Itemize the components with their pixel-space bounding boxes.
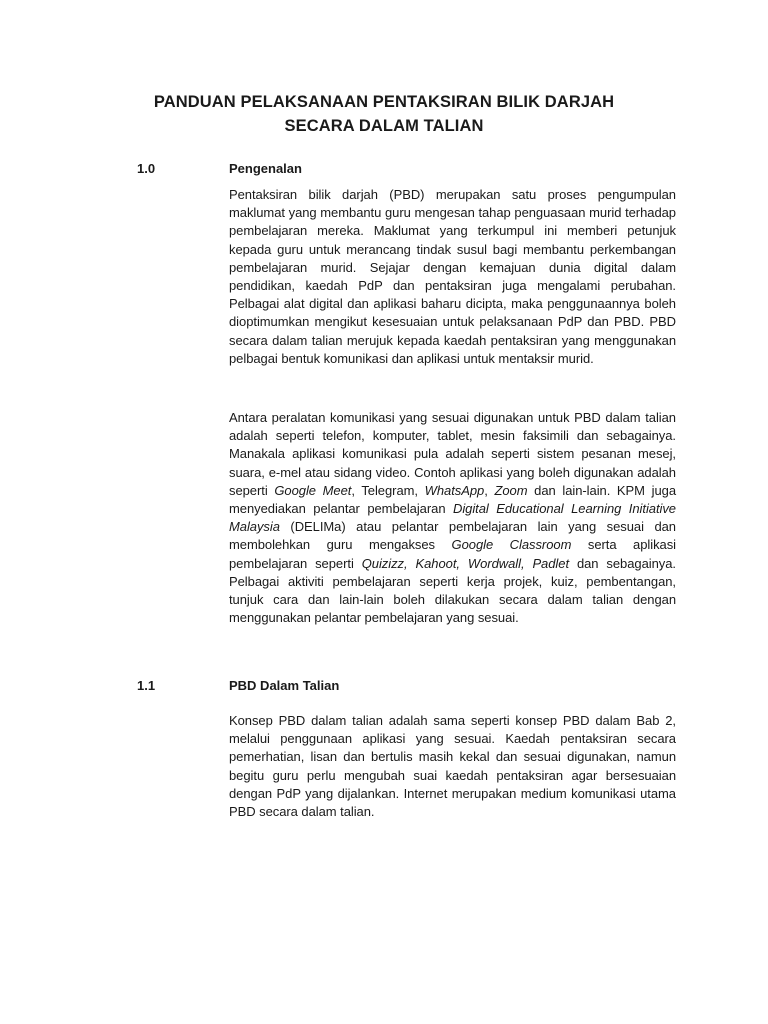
paragraph-text: dan sebagainya. Pelbagai aktiviti pembelajaran seperti kerja projek, kuiz, pembentangan, tunjuk cara dan lain-lain boleh dilakukan secara dalam talian dengan menggunakan pelantar pembelajaran yang sesuai. (229, 555, 676, 626)
app-name-zoom: Zoom (494, 482, 528, 498)
paragraph-pengenalan-1: Pentaksiran bilik darjah (PBD) merupakan satu proses pengumpulan maklumat yang membantu guru mengesan tahap penguasaan murid terhadap pembelajaran mereka. Maklumat yang terkumpul ini memberi petunjuk kepada guru untuk merancang tindak susul bagi membantu perkembangan pembelajaran murid. Sejajar dengan kemajuan dunia digital dalam pendidikan, kaedah PdP dan pentaksiran juga mengalami perubahan. Pelbagai alat digital dan aplikasi baharu dicipta, maka penggunaannya boleh dioptimumkan mengikut kesesuaian untuk pelaksanaan PdP dan PBD. PBD secara dalam talian merujuk kepada kaedah pentaksiran yang menggunakan pelbagai bentuk komunikasi dan aplikasi untuk mentaksir murid. (229, 187, 676, 366)
document-title-line-2: SECARA DALAM TALIAN (284, 117, 484, 135)
section-number: 1.1 (137, 678, 156, 693)
paragraph-text: dan lain-lain. KPM juga menyediakan pelantar pembelajaran (229, 482, 677, 517)
paragraph-text: , Telegram, (351, 482, 425, 498)
document-title (100, 90, 668, 138)
paragraph-text: (DELIMa) atau pelantar pembelajaran lain yang sesuai dan membolehkan guru mengakses (229, 519, 676, 553)
app-name-google-classroom: Google Classroom (451, 537, 572, 553)
app-name-whatsapp: WhatsApp (424, 482, 485, 498)
paragraph-text: serta aplikasi pembelajaran seperti (229, 537, 677, 571)
platform-name-delima: Digital Educational Learning Initiative Malaysia (229, 501, 676, 535)
section-title: Pengenalan (229, 161, 302, 176)
section-number: 1.0 (137, 161, 156, 176)
document-title-line-1: PANDUAN PELAKSANAAN PENTAKSIRAN BILIK DARJAH (153, 93, 615, 111)
paragraph-pengenalan-2 (229, 409, 676, 627)
app-names-learning: Quizizz, Kahoot, Wordwall, Padlet (361, 555, 570, 571)
section-title: PBD Dalam Talian (229, 678, 340, 693)
paragraph-pbd-dalam-talian: Konsep PBD dalam talian adalah sama seperti konsep PBD dalam Bab 2, melalui penggunaan aplikasi yang sesuai. Kaedah pentaksiran secara pemerhatian, lisan dan bertulis masih kekal dan sesuai digunakan, namun begitu guru perlu mengubah suai kaedah pentaksiran agar bersesuaian dengan PdP yang dijalankan. Internet merupakan medium komunikasi utama PBD secara dalam talian. (229, 713, 676, 820)
paragraph-text: , (484, 482, 495, 498)
app-name-google-meet: Google Meet (274, 482, 352, 498)
paragraph-text: Antara peralatan komunikasi yang sesuai digunakan untuk PBD dalam talian adalah seperti telefon, komputer, tablet, mesin faksimili dan sebagainya. Manakala aplikasi komunikasi pula adalah seperti sistem pesanan mesej, suara, e-mel atau sidang video. Contoh aplikasi yang boleh digunakan adalah seperti (229, 410, 676, 498)
